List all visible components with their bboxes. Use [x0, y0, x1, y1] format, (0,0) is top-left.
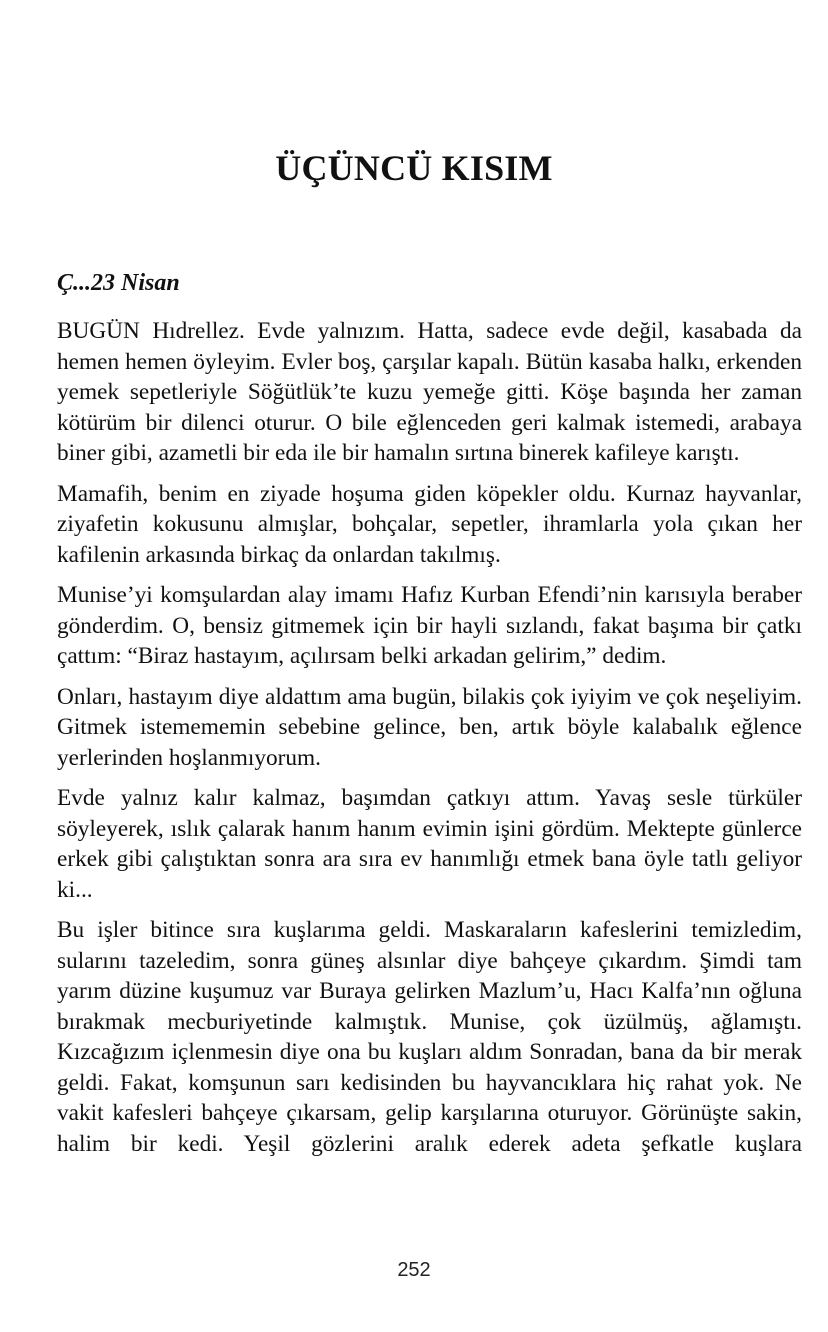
paragraph: BUGÜN Hıdrellez. Evde yalnızım. Hatta, sadece evde değil, kasabada da hemen hemen öyleyim. Evler boş, çarşılar kapalı. Bütün kasaba halkı, erkenden yemek sepetleriyle Söğütlük’te kuzu yemeğe gitti. Köşe başında her zaman kötürüm bir dilenci oturur. O bile eğlenceden geri kalmak istemedi, arabaya biner gibi, azametli bir eda ile bir hamalın sırtına binerek kafileye karıştı.: [57, 318, 802, 466]
paragraph: Bu işler bitince sıra kuşlarıma geldi. Maskaraların kafeslerini temizledim, sularını tazeledim, sonra güneş alsınlar diye bahçeye çıkardım. Şimdi tam yarım düzine kuşumuz var Buraya gelirken Mazlum’u, Hacı Kalfa’nın oğluna bırakmak mecburiyetinde kalmıştık. Munise, çok üzülmüş, ağlamıştı. Kızcağızım içlenmesin diye ona bu kuşları aldım Sonradan, bana da bir merak geldi. Fakat, komşunun sarı kedisinden bu hayvancıklara hiç rahat yok. Ne vakit kafesleri bahçeye çıkarsam, gelip karşılarına oturuyor. Görünüşte sakin, halim bir kedi. Yeşil gözlerini aralık ederek adeta şefkatle kuşlara: [57, 917, 802, 1157]
body-text: [57, 266, 802, 1169]
paragraph: Munise’yi komşulardan alay imamı Hafız Kurban Efendi’nin karısıyla beraber gönderdim. O, bensiz gitmemek için bir hayli sızlandı, fakat başıma bir çatkı çattım: “Biraz hastayım, açılırsam belki arkadan gelirim,” dedim.: [57, 582, 802, 669]
page-number: 252: [397, 1259, 431, 1281]
paragraph: Evde yalnız kalır kalmaz, başımdan çatkıyı attım. Yavaş sesle türküler söyleyerek, ıslık çalarak hanım hanım evimin işini gördüm. Mektepte günlerce erkek gibi çalıştıktan sonra ara sıra ev hanımlığı etmek bana öyle tatlı geliyor ki...: [57, 785, 802, 903]
paragraph: Mamafih, benim en ziyade hoşuma giden köpekler oldu. Kurnaz hayvanlar, ziyafetin kokusunu almışlar, bohçalar, sepetler, ihramlarla yola çıkan her kafilenin arkasında birkaç da onlardan takılmış.: [57, 480, 802, 568]
section-heading: Ç...23 Nisan: [57, 270, 180, 296]
paragraph: Onları, hastayım diye aldattım ama bugün, bilakis çok iyiyim ve çok neşeliyim. Gitmek istemememin sebebine gelince, ben, artık böyle kalabalık eğlence yerlerinden hoşlanmıyorum.: [57, 683, 802, 771]
chapter-title: ÜÇÜNCÜ KISIM: [275, 148, 553, 188]
